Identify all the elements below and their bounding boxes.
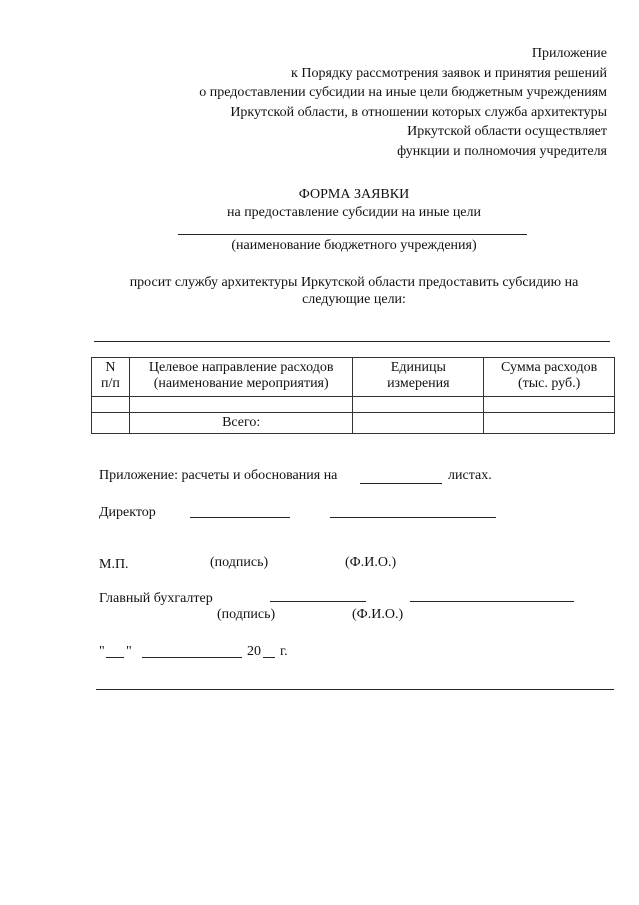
- date-year-line[interactable]: [263, 657, 275, 658]
- table-cell[interactable]: [92, 413, 130, 434]
- header-cell-direction: Целевое направление расходов (наименование мероприятия): [129, 358, 353, 397]
- institution-caption: (наименование бюджетного учреждения): [231, 238, 477, 253]
- header-line: Иркутской области, в отношении которых служба архитектуры: [230, 104, 607, 120]
- accountant-label: Главный бухгалтер: [99, 591, 213, 606]
- goals-fill-line[interactable]: [94, 341, 610, 342]
- table-cell[interactable]: [353, 397, 484, 413]
- total-label-cell: [129, 413, 353, 434]
- header-line: Иркутской области осуществляет: [407, 124, 607, 139]
- form-title: ФОРМА ЗАЯВКИ: [298, 187, 410, 202]
- date-day-line[interactable]: [106, 657, 124, 658]
- attachment-prefix: Приложение: расчеты и обоснования на: [99, 468, 338, 483]
- attachment-suffix: листах.: [448, 468, 492, 483]
- request-text-line2: следующие цели:: [302, 292, 406, 307]
- accountant-name-caption: (Ф.И.О.): [352, 607, 404, 622]
- director-label: Директор: [99, 505, 156, 520]
- header-line: функции и полномочия учредителя: [397, 143, 607, 159]
- table-cell[interactable]: [92, 397, 130, 413]
- date-year-suffix: г.: [280, 644, 288, 659]
- appendix-header: [199, 44, 607, 161]
- date-quote-close: ": [126, 644, 132, 659]
- attachment-sheets-line[interactable]: [360, 483, 442, 484]
- institution-name-line[interactable]: [178, 234, 527, 235]
- director-signature-line[interactable]: [190, 517, 290, 518]
- date-month-line[interactable]: [142, 657, 242, 658]
- director-name-caption: (Ф.И.О.): [345, 555, 397, 570]
- date-quote-open: ": [99, 644, 105, 659]
- table-total-row: [92, 413, 615, 434]
- accountant-signature-line[interactable]: [270, 601, 366, 602]
- header-line: Приложение: [531, 46, 607, 61]
- form-subtitle: на предоставление субсидии на иные цели: [226, 205, 482, 220]
- header-cell-number: N п/п: [92, 358, 130, 397]
- header-line: к Порядку рассмотрения заявок и принятия решений: [291, 65, 607, 81]
- table-row: [92, 397, 615, 413]
- accountant-signature-caption: (подпись): [217, 607, 276, 622]
- total-label: Всего:: [222, 415, 261, 430]
- table-cell[interactable]: [484, 397, 615, 413]
- stamp-label: М.П.: [99, 557, 129, 572]
- table-cell[interactable]: [129, 397, 353, 413]
- header-cell-amount: Сумма расходов (тыс. руб.): [484, 358, 615, 397]
- request-text-line1: просит службу архитектуры Иркутской области предоставить субсидию на: [129, 275, 579, 290]
- header-line: о предоставлении субсидии на иные цели бюджетным учреждениям: [199, 85, 607, 100]
- accountant-name-line[interactable]: [410, 601, 574, 602]
- table-cell[interactable]: [353, 413, 484, 434]
- date-year-prefix: 20: [247, 644, 261, 659]
- header-cell-units: Единицы измерения: [353, 358, 484, 397]
- director-name-line[interactable]: [330, 517, 496, 518]
- expenses-table: [91, 357, 615, 434]
- table-cell[interactable]: [484, 413, 615, 434]
- table-header-row: [92, 358, 615, 397]
- director-signature-caption: (подпись): [210, 555, 269, 570]
- bottom-rule: [96, 689, 614, 690]
